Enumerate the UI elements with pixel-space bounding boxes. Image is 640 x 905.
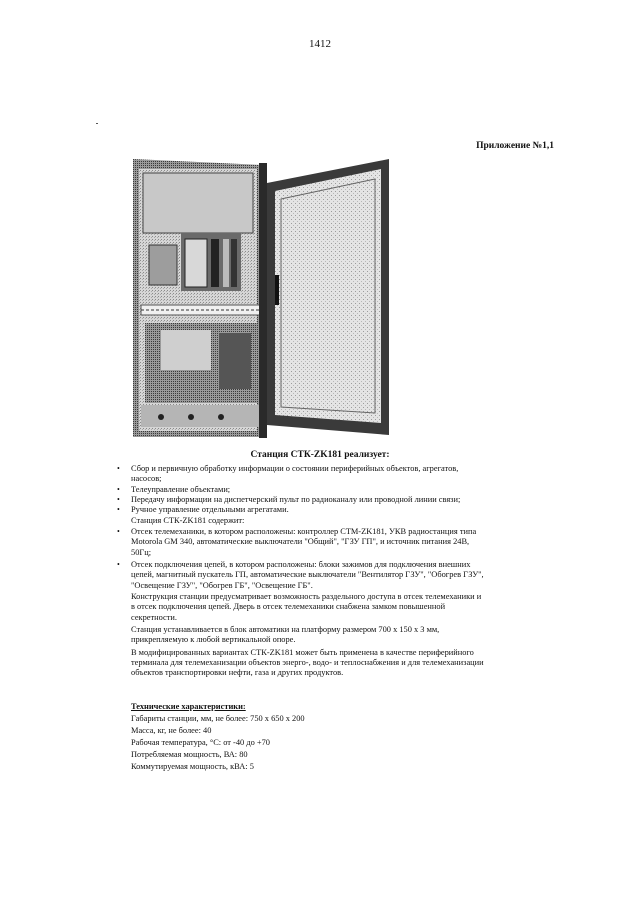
contains-heading: Станция СТК-ZK181 содержит: [131, 515, 245, 525]
specs-heading: Технические характеристики: [131, 702, 246, 711]
paragraph-line: терминала для телемеханизации объектов энерго-, водо- и теплоснабжения и для телемеханизации [131, 657, 484, 667]
spec-item: Рабочая температура, °С: от -40 до +70 [131, 738, 270, 747]
compartment-item-cont: "Освещение ГЗУ", "Обогрев ГБ", "Освещение ГБ". [131, 580, 313, 590]
compartment-item-cont: цепей, магнитный пускатель ГП, автоматические выключатели "Вентилятор ГЗУ", "Обогрев ГЗУ", [131, 570, 484, 580]
function-item: Ручное управление отдельными агрегатами. [131, 505, 289, 515]
paragraph-line: Конструкция станции предусматривает возможность раздельного доступа в отсек телемеханики и [131, 592, 482, 601]
appendix-title: Приложение №1,1 [476, 141, 554, 151]
paragraph-line: объектов транспортировки нефти, газа и других продуктов. [131, 668, 344, 678]
paragraph-line: в отсек подключения цепей. Дверь в отсек телемеханики снабжена замком повышенной [131, 602, 446, 612]
cabinet-photo [131, 155, 393, 440]
bullet-icon: • [117, 494, 120, 504]
function-item-cont: насосов; [131, 474, 162, 484]
compartment-item-cont: 50Гц; [131, 547, 152, 557]
compartment-item: Отсек телемеханики, в котором расположены: контроллер СТМ-ZK181, УКВ радиостанция типа [131, 527, 477, 536]
scan-speck [96, 123, 98, 124]
spec-item: Коммутируемая мощность, кВА: 5 [131, 762, 254, 771]
spec-item: Потребляемая мощность, ВА: 80 [131, 750, 248, 759]
paragraph-line: секретности. [131, 612, 178, 622]
spec-item: Габариты станции, мм, не более: 750 х 650 х 200 [131, 714, 305, 723]
bullet-icon: • [117, 484, 120, 494]
bullet-icon: • [117, 527, 120, 536]
compartment-item-cont: Motorola GM 340, автоматические выключатели "Общий", "ГЗУ ГП", и источник питания 24В, [131, 537, 470, 547]
spec-item: Масса, кг, не более: 40 [131, 726, 212, 735]
paragraph-line: Станция устанавливается в блок автоматики на платформу размером 700 х 150 х 3 мм, [131, 625, 440, 634]
figure-caption: Станция СТК-ZK181 реализует: [250, 450, 390, 460]
function-item: Телеуправление объектами; [131, 484, 231, 494]
page-number: 1412 [309, 38, 331, 50]
paragraph-line: В модифицированных вариантах СТК-ZK181 может быть применена в качестве периферийного [131, 647, 474, 657]
function-item: Сбор и первичную обработку информации о состоянии периферийных объектов, агрегатов, [131, 464, 459, 473]
bullet-icon: • [117, 505, 120, 515]
equipment-cabinet-photo-icon [131, 155, 393, 440]
bullet-icon: • [117, 560, 120, 569]
paragraph-line: прикрепляемую к любой вертикальной опоре. [131, 635, 296, 645]
function-item: Передачу информации на диспетчерский пульт по радиоканалу или проводной линии связи; [131, 494, 461, 504]
bullet-icon: • [117, 464, 120, 473]
compartment-item: Отсек подключения цепей, в котором расположены: блоки зажимов для подключения внешних [131, 560, 471, 569]
